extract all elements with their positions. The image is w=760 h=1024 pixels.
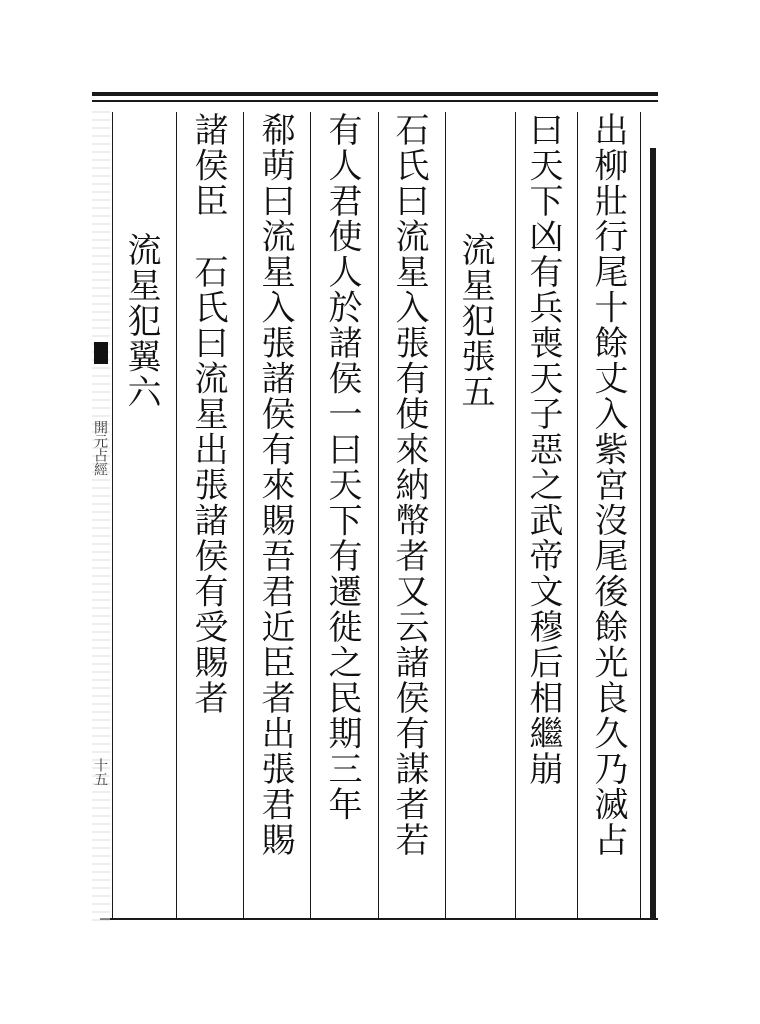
- text-column-5: 有人君使人於諸侯一曰天下有遷徙之民期三年: [322, 112, 362, 822]
- right-border-rule: [650, 148, 656, 918]
- margin-book-title: 開元占經: [92, 420, 108, 476]
- column-divider: [515, 112, 516, 918]
- section-heading-zhang: 流星犯張五: [455, 232, 495, 410]
- column-divider: [640, 112, 641, 918]
- text-column-6: 郗萌曰流星入張諸侯有來賜吾君近臣者出張君賜: [255, 112, 295, 858]
- top-border-rule-inner: [92, 100, 658, 102]
- column-divider: [112, 112, 113, 918]
- left-margin-strip: [92, 105, 110, 925]
- text-column-2: 曰天下凶有兵喪天子惡之武帝文穆后相繼崩: [523, 112, 563, 787]
- text-column-7: 諸侯臣 石氏曰流星出張諸侯有受賜者: [188, 112, 228, 716]
- fish-tail-mark: [94, 342, 108, 364]
- column-divider: [378, 112, 379, 918]
- bottom-border-rule: [100, 918, 658, 920]
- column-divider: [577, 112, 578, 918]
- text-column-4: 石氏曰流星入張有使來納幣者又云諸侯有謀者若: [389, 112, 429, 858]
- margin-page-number: 十五: [92, 758, 108, 786]
- column-divider: [310, 112, 311, 918]
- column-divider: [176, 112, 177, 918]
- text-column-1: 出柳壯行尾十餘丈入紫宮沒尾後餘光良久乃滅占: [588, 112, 628, 858]
- column-divider: [445, 112, 446, 918]
- top-border-rule: [92, 92, 658, 96]
- column-divider: [243, 112, 244, 918]
- section-heading-yi: 流星犯翼六: [121, 232, 161, 410]
